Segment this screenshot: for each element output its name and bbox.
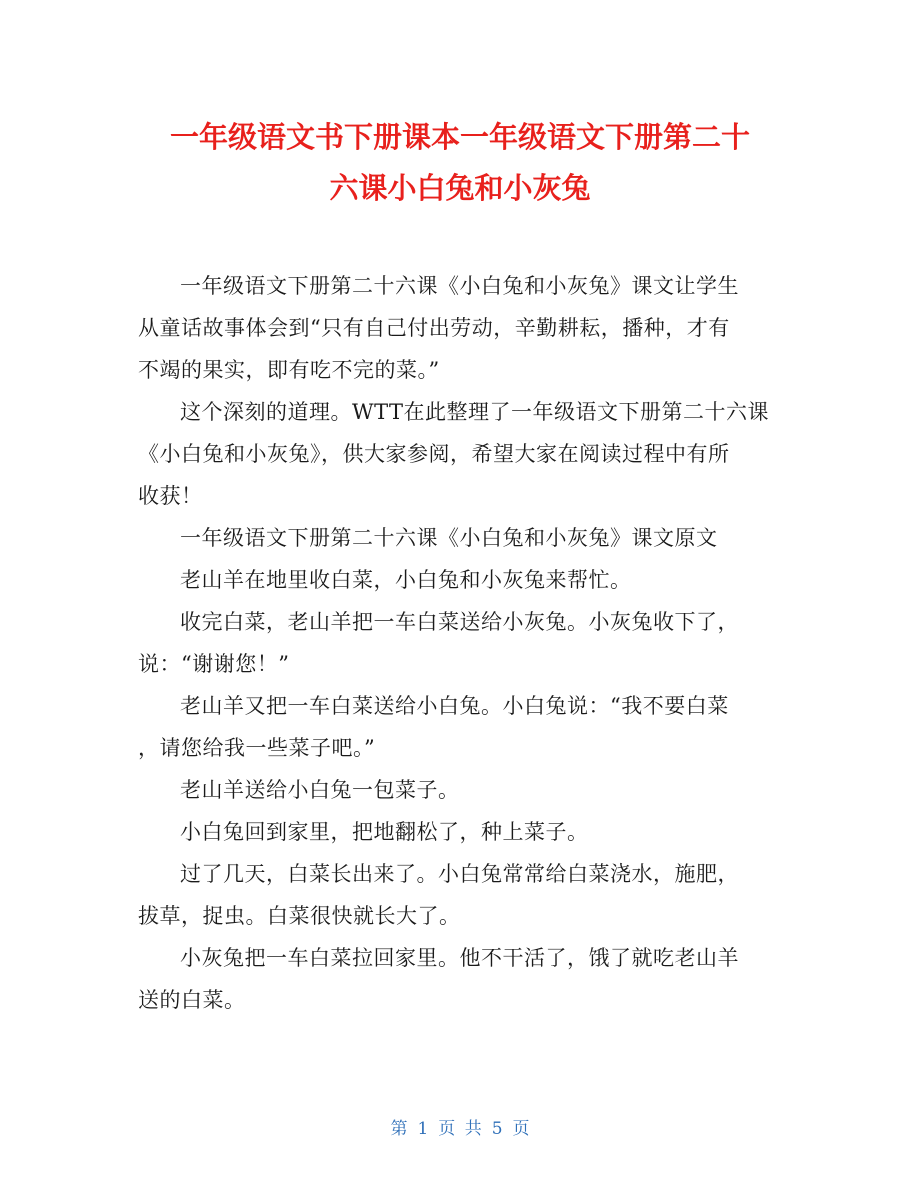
- paragraph-line: 这个深刻的道理。WTT在此整理了一年级语文下册第二十六课: [180, 400, 769, 424]
- paragraph-line: 从童话故事体会到“只有自己付出劳动，辛勤耕耘，播种，才有: [138, 316, 730, 340]
- paragraph-line: 老山羊在地里收白菜，小白兔和小灰兔来帮忙。: [180, 568, 632, 592]
- paragraph-line: 一年级语文下册第二十六课《小白兔和小灰兔》课文原文: [180, 526, 718, 550]
- paragraph-line: 小白兔回到家里，把地翻松了，种上菜子。: [180, 820, 589, 844]
- title-line-2: 六课小白兔和小灰兔: [329, 171, 591, 205]
- paragraph: [138, 811, 788, 853]
- footer-suffix: 页: [512, 1119, 530, 1139]
- paragraph: [138, 517, 788, 559]
- total-page-count: 5: [491, 1119, 503, 1139]
- paragraph: [138, 685, 788, 769]
- paragraph-line: 老山羊送给小白兔一包菜子。: [180, 778, 460, 802]
- title-line-1: 一年级语文书下册课本一年级语文下册第二十: [169, 120, 750, 154]
- paragraph: [138, 391, 788, 517]
- paragraph-line: 收完白菜，老山羊把一车白菜送给小灰兔。小灰兔收下了，: [180, 610, 739, 634]
- current-page-number: 1: [417, 1119, 429, 1139]
- paragraph-line: 收获！: [138, 484, 203, 508]
- paragraph: [138, 853, 788, 937]
- paragraph-line: 拔草，捉虫。白菜很快就长大了。: [138, 904, 461, 928]
- paragraph-line: 过了几天，白菜长出来了。小白兔常常给白菜浇水，施肥，: [180, 862, 739, 886]
- document-title: [120, 112, 800, 214]
- paragraph-line: 《小白兔和小灰兔》，供大家参阅，希望大家在阅读过程中有所: [138, 442, 730, 466]
- paragraph: [138, 769, 788, 811]
- page-footer: [0, 1114, 920, 1139]
- document-body: [138, 265, 788, 1021]
- paragraph-line: 送的白菜。: [138, 988, 246, 1012]
- paragraph-line: 老山羊又把一车白菜送给小白兔。小白兔说：“我不要白菜: [180, 694, 729, 718]
- footer-mid: 页 共: [438, 1119, 482, 1139]
- paragraph-line: 说：“谢谢您！”: [138, 652, 290, 676]
- paragraph: [138, 937, 788, 1021]
- footer-prefix: 第: [390, 1119, 408, 1139]
- paragraph: [138, 601, 788, 685]
- paragraph: [138, 265, 788, 391]
- paragraph-line: 小灰兔把一车白菜拉回家里。他不干活了，饿了就吃老山羊: [180, 946, 739, 970]
- paragraph-line: 一年级语文下册第二十六课《小白兔和小灰兔》课文让学生: [180, 274, 739, 298]
- paragraph-line: ，请您给我一些菜子吧。”: [138, 736, 376, 760]
- paragraph: [138, 559, 788, 601]
- paragraph-line: 不竭的果实，即有吃不完的菜。”: [138, 358, 440, 382]
